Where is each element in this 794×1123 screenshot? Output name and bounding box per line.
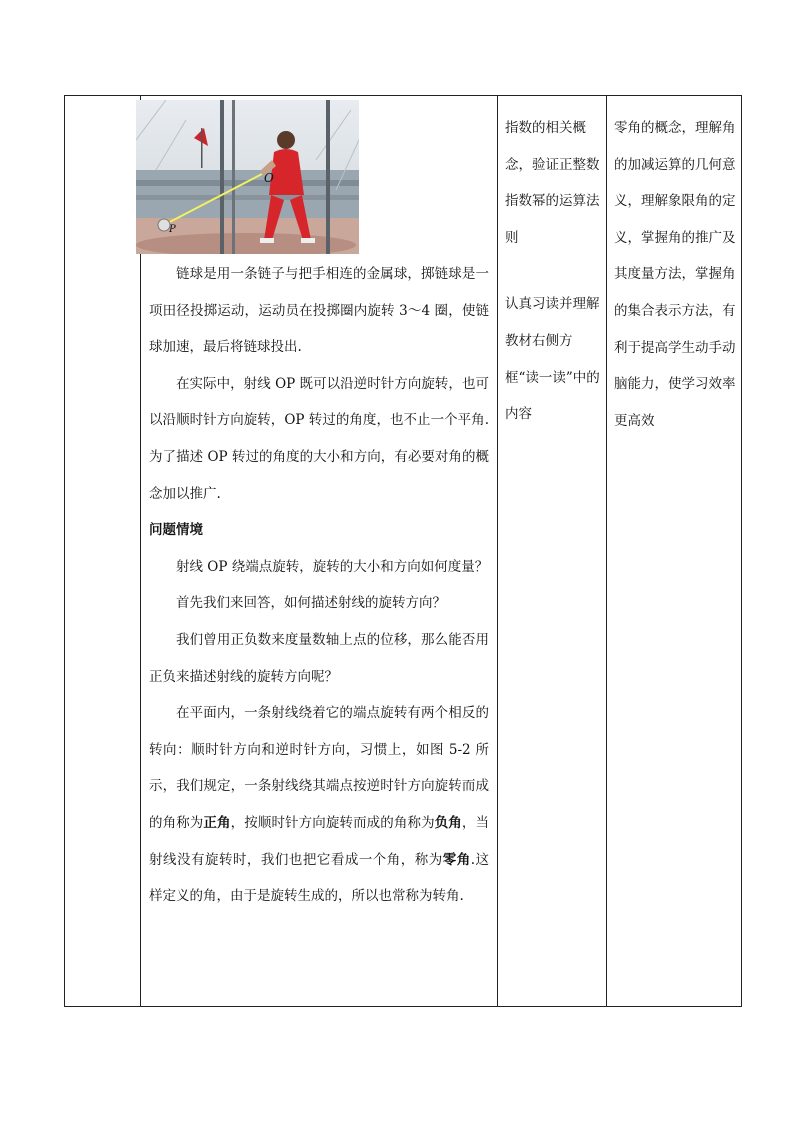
term-negative-angle: 负角 (434, 814, 462, 831)
paragraph-hammer-throw: 链球是用一条链子与把手相连的金属球，掷链球是一项田径投掷运动，运动员在投掷圈内旋转 3～4 圈，使链球加速，最后将链球投出. (149, 266, 489, 356)
question-3: 我们曾用正负数来度量数轴上点的位移，那么能否用正负来描述射线的旋转方向呢？ (149, 631, 489, 685)
section-heading: 问题情境 (149, 522, 203, 539)
hammer-throw-photo (136, 100, 359, 254)
hammer-throw-photo-icon (136, 100, 359, 254)
student-activity-cell (498, 96, 606, 1006)
student-activity-text-1: 指数的相关概念，验证正整数指数幂的运算法则 (505, 120, 600, 246)
paragraph-ray-rotation: 在实际中，射线 OP 既可以沿逆时针方向旋转，也可以沿顺时针方向旋转，OP 转过的角度，也不止一个平角.为了描述 OP 转过的角度的大小和方向，有必要对角的概念加以推广. (149, 375, 489, 502)
question-2: 首先我们来回答，如何描述射线的旋转方向？ (176, 595, 446, 612)
student-activity-text-2: 认真习读并理解教材右侧方框“读一读”中的内容 (505, 296, 600, 423)
point-o-label: O (264, 171, 274, 185)
design-intent-text: 零角的概念，理解角的加减运算的几何意义，理解象限角的定义，掌握角的推广及其度量方法，掌握角的集合表示方法，有利于提高学生动手动脑能力，使学习效率更高效 (614, 120, 736, 429)
term-positive-angle: 正角 (203, 814, 231, 831)
point-p-label: P (169, 224, 176, 235)
design-intent-cell (607, 96, 742, 1006)
term-zero-angle: 零角 (442, 851, 471, 868)
question-1: 射线 OP 绕端点旋转，旋转的大小和方向如何度量？ (176, 558, 489, 575)
paragraph-angle-definition: 在平面内，一条射线绕着它的端点旋转有两个相反的转向：顺时针方向和逆时针方向，习惯上，如图 5-2 所示，我们规定，一条射线绕其端点按逆时针方向旋转而成的角称为正角，按顺时针方向旋转而成的角称为负角，当射线没有旋转时，我们也把它看成一个角，称为零角.这样定义的角，由于是旋转生成的，所以也常称为转角. (149, 705, 490, 905)
